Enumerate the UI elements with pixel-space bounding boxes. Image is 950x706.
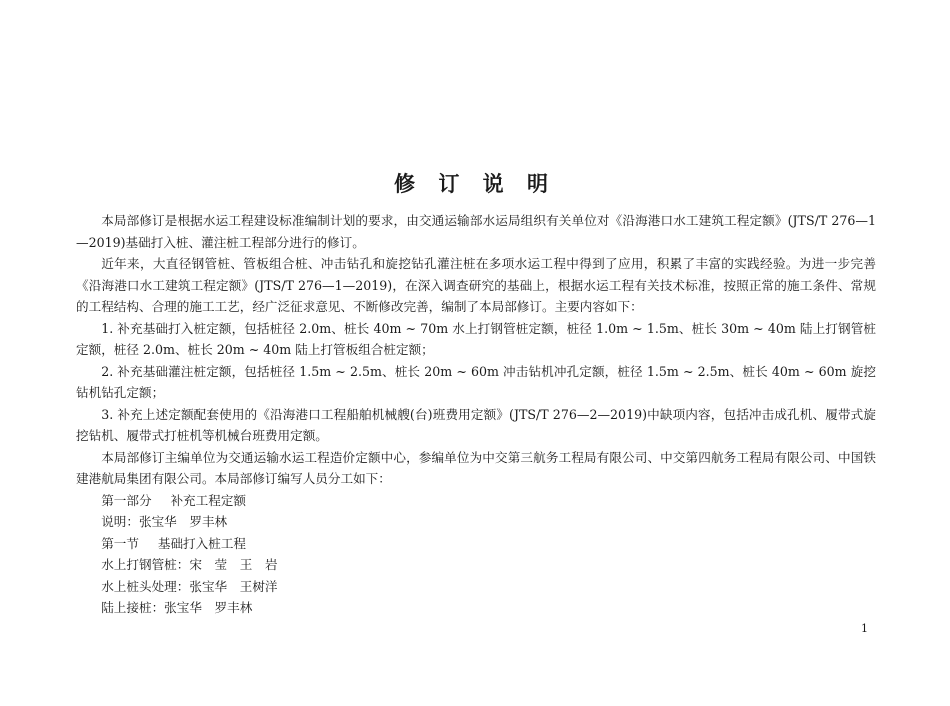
assignment-value: 宋 莹 王 岩 — [189, 557, 278, 572]
body-text — [76, 210, 876, 619]
assignment-line — [76, 576, 876, 598]
assignment-line — [76, 533, 876, 555]
assignment-label: 水上打钢管桩： — [101, 557, 190, 572]
paragraph-item-2: 2. 补充基础灌注桩定额，包括桩径 1.5m ~ 2.5m、桩长 20m ~ 60m 冲击钻机冲孔定额，桩径 1.5m ~ 2.5m、桩长 40m ~ 60m 旋挖钻机钻孔定额； — [76, 363, 876, 400]
assignment-label: 第一节 — [101, 535, 139, 551]
paragraph-background: 近年来，大直径钢管桩、管板组合桩、冲击钻孔和旋挖钻孔灌注桩在多项水运工程中得到了应用，积累了丰富的实践经验。为进一步完善《沿海港口水工建筑工程定额》(JTS/T 276—1—2019)，在深入调查研究的基础上，根据水运工程有关技术标准，按照正常的施工条件、常规的工程结构、合理的施工工艺，经广泛征求意见、不断修改完善，编制了本局部修订。主要内容如下： — [76, 256, 876, 314]
assignment-label: 说明： — [101, 514, 139, 529]
paragraph-item-1: 1. 补充基础打入桩定额，包括桩径 2.0m、桩长 40m ~ 70m 水上打钢管桩定额，桩径 1.0m ~ 1.5m、桩长 30m ~ 40m 陆上打钢管桩定额，桩径 2.0m、桩长 20m ~ 40m 陆上打管板组合桩定额； — [76, 320, 876, 357]
page-title: 修 订 说 明 — [394, 171, 556, 196]
paragraph-item-3: 3. 补充上述定额配套使用的《沿海港口工程船舶机械艘(台)班费用定额》(JTS/T 276—2—2019)中缺项内容，包括冲击成孔机、履带式旋挖钻机、履带式打桩机等机械台班费用定额。 — [76, 406, 876, 443]
paragraph-intro: 本局部修订是根据水运工程建设标准编制计划的要求，由交通运输部水运局组织有关单位对《沿海港口水工建筑工程定额》(JTS/T 276—1—2019)基础打入桩、灌注桩工程部分进行的修订。 — [76, 213, 876, 250]
assignment-line — [76, 490, 876, 512]
assignment-value: 张宝华 罗丰林 — [164, 600, 253, 615]
assignment-value: 张宝华 罗丰林 — [138, 514, 228, 529]
paragraph-editors: 本局部修订主编单位为交通运输水运工程造价定额中心，参编单位为中交第三航务工程局有限公司、中交第四航务工程局有限公司、中国铁建港航局集团有限公司。本局部修订编写人员分工如下： — [76, 449, 876, 486]
assignment-label: 陆上接桩： — [101, 600, 165, 615]
assignment-label: 第一部分 — [101, 492, 152, 508]
page-number: 1 — [861, 622, 868, 635]
assignment-value: 补充工程定额 — [170, 492, 247, 508]
assignment-line — [76, 511, 876, 533]
assignment-line — [76, 597, 876, 619]
assignment-label: 水上桩头处理： — [101, 578, 190, 594]
assignment-value: 张宝华 王树洋 — [189, 578, 278, 594]
assignment-line — [76, 554, 876, 576]
assignment-value: 基础打入桩工程 — [157, 535, 247, 551]
